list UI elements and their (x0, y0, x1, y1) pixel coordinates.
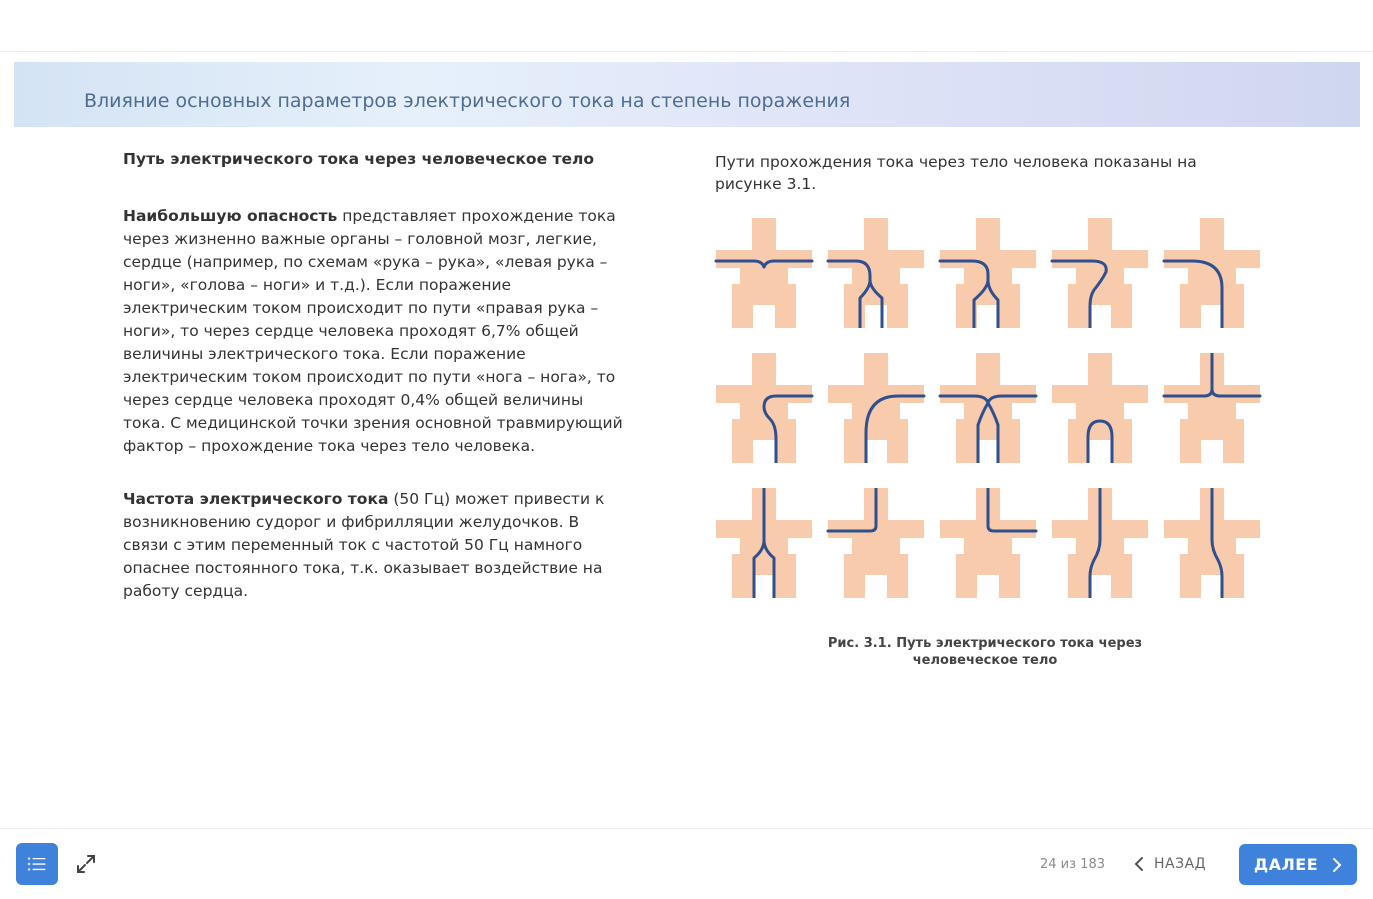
figure-caption-line1: Рис. 3.1. Путь электрического тока через (827, 636, 1143, 651)
figure-body-head-left-leg (1050, 488, 1150, 598)
paragraph-danger-text: представляет прохождение тока через жизненно важные органы – головной мозг, легкие, сердце (например, по схемам «рука – рука», «левая рука – ноги», «голова – ноги» и т.д.). Если поражение электрическим током происходит по пути «правая рука – ноги», то через сердце человека проходят 6,7% общей величины электрического тока. Если поражение электрическим током происходит по пути «нога – нога», то через сердце человека проходят 0,4% общей величины тока. С медицинской точки зрения основной травмирующий фактор – прохождение тока через тело человека. (123, 207, 623, 455)
body-silhouette (828, 353, 924, 463)
back-button[interactable] (1134, 851, 1206, 877)
body-silhouette (940, 353, 1036, 463)
bottom-navigation-bar (0, 828, 1373, 899)
figure-caption-line2: человеческое тело (912, 653, 1058, 668)
paragraph-frequency-text: (50 Гц) может привести к возникновению судорог и фибрилляции желудочков. В связи с этим переменный ток с частотой 50 Гц намного опаснее постоянного тока, т.к. оказывает воздействие на работу сердца. (123, 490, 605, 600)
figure-body-head-legs (714, 488, 814, 598)
fullscreen-button[interactable] (73, 851, 99, 877)
body-silhouette (1164, 218, 1260, 328)
chevron-right-icon (1332, 857, 1342, 873)
list-icon (28, 856, 46, 872)
section-subheading: Путь электрического тока через человеческое тело (123, 150, 594, 168)
figure-body-left-hand-left-leg (1050, 218, 1150, 328)
figure-body-hands-legs-cross (938, 353, 1038, 463)
chevron-left-icon (1134, 856, 1144, 872)
body-silhouette (1052, 218, 1148, 328)
figure-body-head-right-leg (1162, 488, 1262, 598)
paragraph-danger (123, 205, 623, 458)
figure-body-left-hand-right-leg (1162, 218, 1262, 328)
next-button[interactable] (1239, 844, 1357, 885)
figure-caption (790, 635, 1180, 669)
figure-body-left-hand-legs-split (938, 218, 1038, 328)
next-button-label: ДАЛЕЕ (1253, 855, 1319, 874)
figure-body-right-hand-right-leg (826, 353, 926, 463)
table-of-contents-button[interactable] (16, 843, 58, 885)
page-counter: 24 из 183 (1040, 857, 1105, 872)
figure-body-head-hands (1162, 353, 1262, 463)
paragraph-danger-bold: Наибольшую опасность (123, 207, 338, 225)
body-silhouette (716, 218, 812, 328)
figure-intro-text: Пути прохождения тока через тело человека показаны на рисунке 3.1. (715, 153, 1197, 193)
figure-body-right-hand-left-leg (714, 353, 814, 463)
figure-current-paths (714, 218, 1262, 600)
figure-body-head-left-hand (826, 488, 926, 598)
left-column (123, 150, 623, 603)
expand-icon (73, 851, 99, 877)
figure-body-head-right-hand (938, 488, 1038, 598)
paragraph-frequency (123, 488, 623, 603)
figure-body-hand-hand (714, 218, 814, 328)
figure-body-left-hand-legs (826, 218, 926, 328)
slide-header (14, 62, 1360, 127)
paragraph-frequency-bold: Частота электрического тока (123, 490, 389, 508)
body-silhouette (1052, 353, 1148, 463)
back-button-label: НАЗАД (1154, 856, 1207, 872)
body-silhouette (828, 218, 924, 328)
slide-title: Влияние основных параметров электрического тока на степень поражения (84, 90, 851, 112)
figure-body-leg-leg (1050, 353, 1150, 463)
top-blank-area (0, 0, 1373, 52)
